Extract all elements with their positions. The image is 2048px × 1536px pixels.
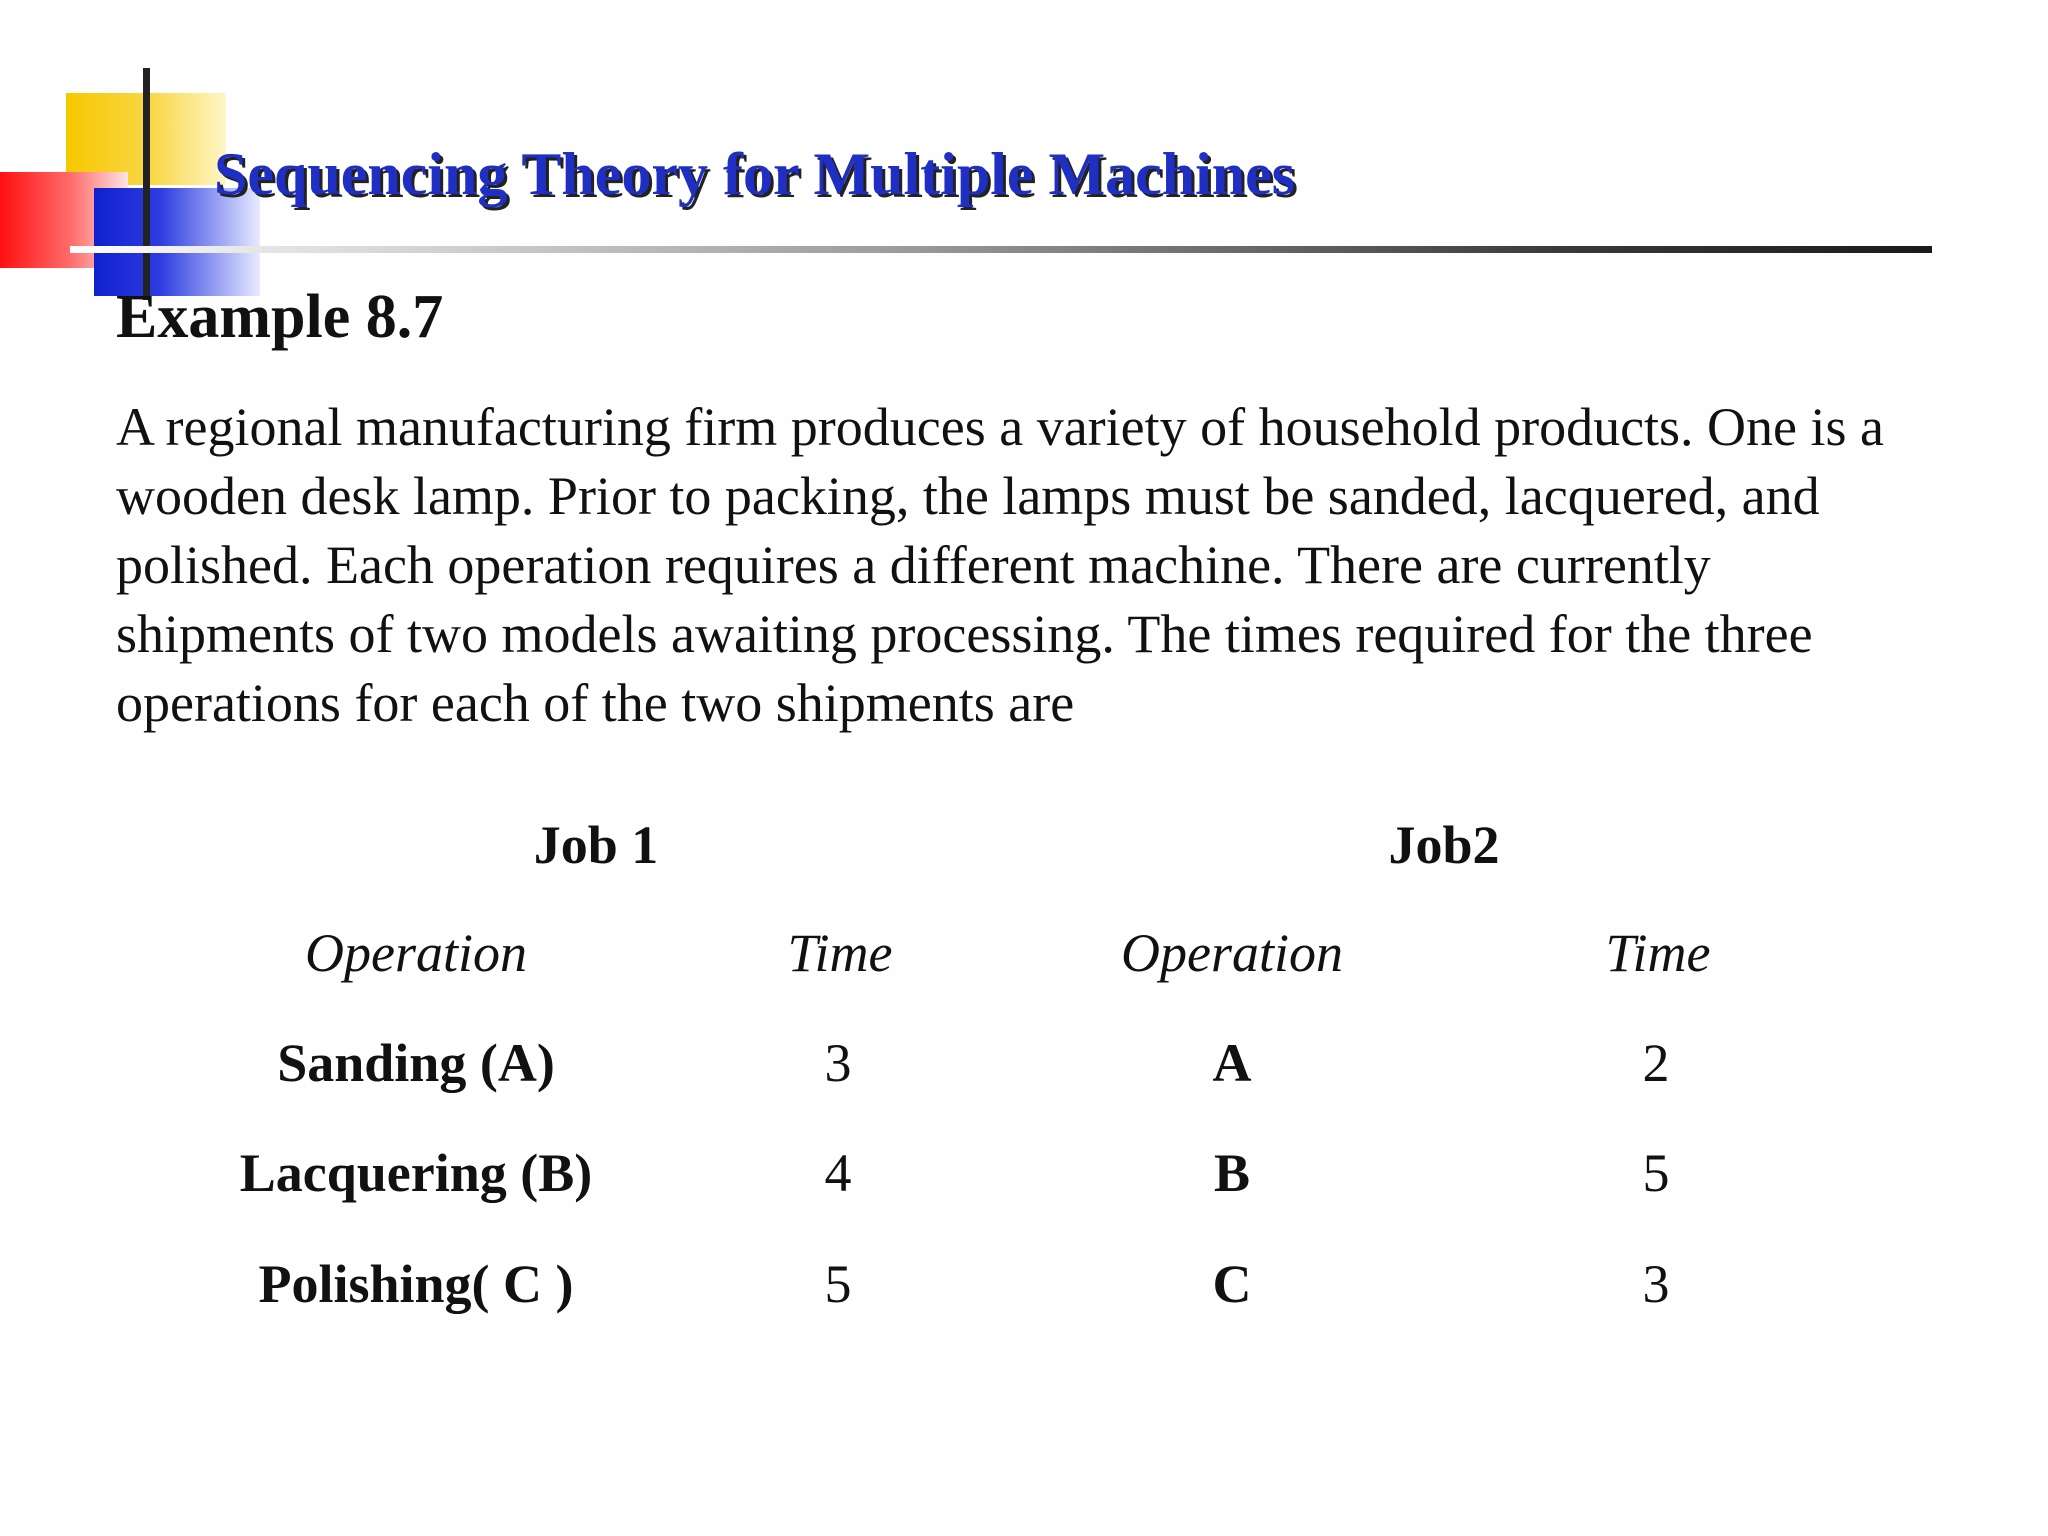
job1-row3-operation: Polishing( C ): [258, 1254, 574, 1314]
job1-header: Job 1: [533, 815, 659, 875]
job2-row3-time: 3: [1642, 1254, 1670, 1314]
job1-operation-header: Operation: [305, 923, 527, 983]
job2-row2-time: 5: [1642, 1143, 1670, 1203]
job2-header: Job2: [1388, 815, 1500, 875]
job1-row1-operation: Sanding (A): [277, 1033, 555, 1093]
job1-row1-time: 3: [824, 1033, 852, 1093]
job1-row3-time: 5: [824, 1254, 852, 1314]
job1-time-header: Time: [787, 923, 893, 983]
title-underline: [70, 246, 1932, 253]
decorative-vertical-line: [143, 68, 150, 300]
job2-row1-time: 2: [1642, 1033, 1670, 1093]
job2-row2-operation: B: [1213, 1143, 1251, 1203]
problem-paragraph: A regional manufacturing firm produces a variety of household products. One is a wooden desk lamp. Prior to packing, the lamps must be sanded, lacquered, and polished. Each operation requires a different machine. There are currently shipments of two models awaiting processing. The times required for the three operations for each of the two shipments are: [116, 397, 1884, 733]
job2-operation-header: Operation: [1121, 923, 1343, 983]
job1-row2-operation: Lacquering (B): [239, 1143, 593, 1203]
example-heading: Example 8.7: [116, 283, 444, 351]
job2-row3-operation: C: [1212, 1254, 1252, 1314]
slide-title: Sequencing Theory for Multiple Machines: [214, 141, 1296, 207]
job2-time-header: Time: [1605, 923, 1711, 983]
job1-row2-time: 4: [824, 1143, 852, 1203]
job2-row1-operation: A: [1212, 1033, 1252, 1093]
